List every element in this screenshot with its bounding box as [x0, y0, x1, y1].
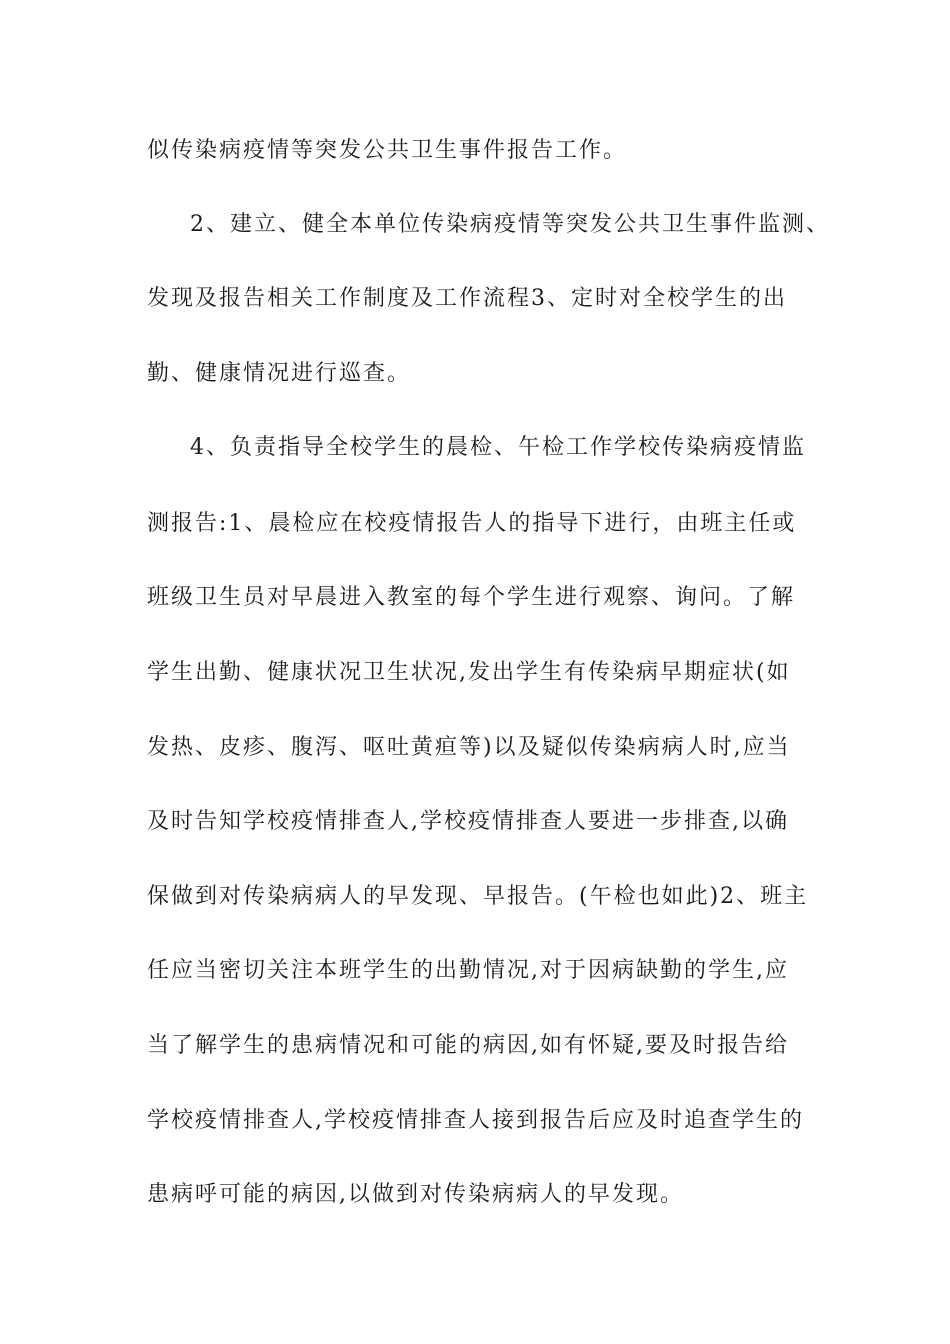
text-line-7: 班级卫生员对早晨进入教室的每个学生进行观察、询问。了解 [147, 585, 796, 610]
text-line-5: 4、负责指导全校学生的晨检、午检工作学校传染病疫情监 [190, 435, 806, 460]
text-line-14: 学校疫情排查人,学校疫情排查人接到报告后应及时追查学生的 [147, 1108, 804, 1133]
text-line-12: 任应当密切关注本班学生的出勤情况,对于因病缺勤的学生,应 [147, 958, 789, 983]
text-line-13: 当了解学生的患病情况和可能的病因,如有怀疑,要及时报告给 [147, 1033, 789, 1058]
text-line-10: 及时告知学校疫情排查人,学校疫情排查人要进一步排查,以确 [147, 809, 789, 834]
text-line-6: 测报告:1、晨检应在校疫情报告人的指导下进行，由班主任或 [147, 511, 797, 536]
text-line-2: 2、建立、健全本单位传染病疫情等突发公共卫生事件监测、 [190, 212, 830, 237]
text-line-8: 学生出勤、健康状况卫生状况,发出学生有传染病早期症状(如 [147, 660, 791, 685]
text-line-15: 患病呼可能的病因,以做到对传染病病人的早发现。 [147, 1182, 684, 1207]
text-line-1: 似传染病疫情等突发公共卫生事件报告工作。 [147, 138, 628, 163]
text-line-4: 勤、健康情况进行巡查。 [147, 361, 412, 386]
text-line-9: 发热、皮疹、腹泻、呕吐黄疸等)以及疑似传染病病人时,应当 [147, 735, 791, 760]
text-line-3: 发现及报告相关工作制度及工作流程3、定时对全校学生的出 [147, 286, 787, 311]
text-line-11: 保做到对传染病病人的早发现、早报告。(午检也如此)2、班主 [147, 884, 809, 909]
